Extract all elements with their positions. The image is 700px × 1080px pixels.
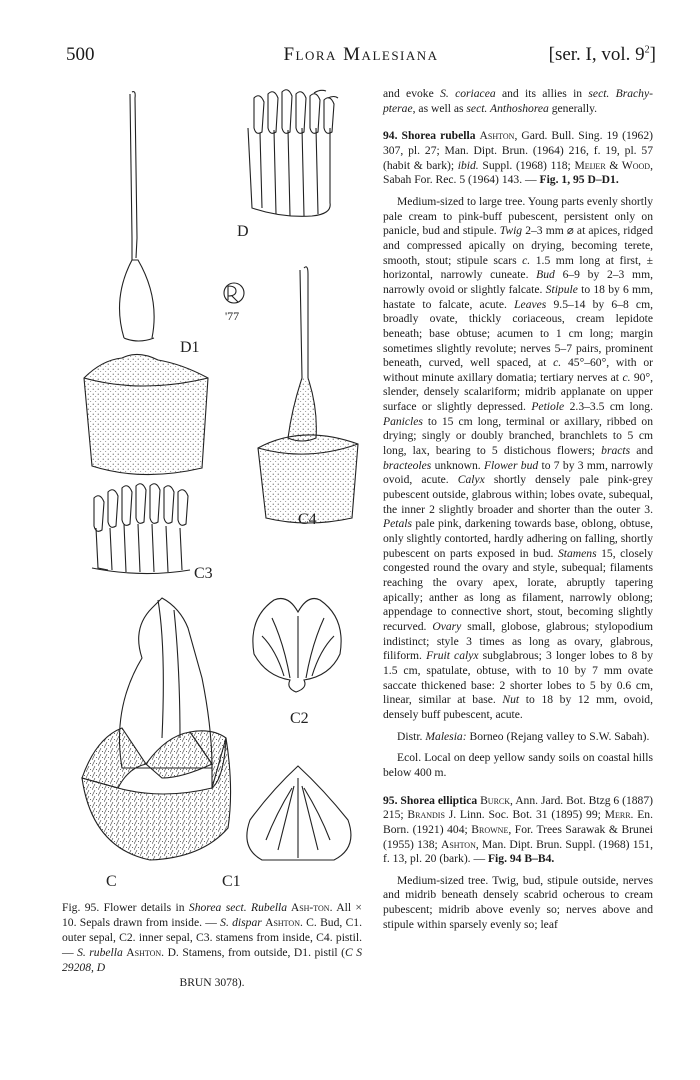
- species-94-distribution: Distr. Malesia: Borneo (Rejang valley to S.W. Sabah).: [397, 729, 650, 743]
- artist-monogram: [224, 283, 244, 303]
- species-94-description: Medium-sized to large tree. Young parts evenly shortly pale cream to pink-buff pubescent, persistent only on panicle, bud and stipule. Twig 2–3 mm ⌀ at apices, ridged and compressed apically on drying, becoming terete, smooth, stout; stipule scars c. 1.5 mm long at first, ± horizontal, narrowly cuneate. Bud 6–9 by 2–3 mm, narrowly ovoid or slightly falcate. Stipule to 18 by 6 mm, hastate to falcate, acute. Leaves 9.5–14 by 6–8 cm, broadly ovate, thickly coriaceous, cream lepidote beneath; base obtuse; acumen to 1 cm long; margin sometimes slightly revolute; nerves 5–7 pairs, prominent beneath, curved, well spaced, at c. 45°–60°, with or without minute axillary domatia; tertiary nerves at c. 90°, slender, densely scalariform; midrib applanate on upper surface or slightly depressed. Petiole 2.3–3.5 cm long. Panicles to 15 cm long, terminal or axillary, ribbed on drying; singly or doubly branched, branchlets to 5 cm long, lax, bearing to 5 distichous flowers; bracts and bracteoles unknown. Flower bud to 7 by 3 mm, narrowly ovoid, acute. Calyx shortly densely pale pink-grey pubescent outside, glabrous within; lobes ovate, subequal, the inner 2 slightly broader and shorter than the outer 3. Petals pale pink, darkening towards base, oblong, obtuse, only slightly contorted, hardly adhering on falling, shortly pubescent on parts exposed in bud. Stamens 15, closely congested round the ovary and style, subequal; filaments reaching the ovary apex, lorate, abruptly tapering apically; anther as long as filament, narrowly oblong; appendage to connective short, stout, becoming slightly recurved. Ovary small, globose, glabrous; stylopodium indistinct; style 3 times as long as ovary, glabrous, filiform. Fruit calyx subglabrous; 3 longer lobes to 8 by 1.5 cm, spatulate, obtuse, with to 10 by 7 mm ovate saccate thickened base: 2 shorter lobes to 5 by 0.6 cm, linear, similar at base. Nut to 18 by 12 mm, ovoid, densely buff pubescent, acute.: [383, 194, 654, 721]
- species-95-description: Medium-sized tree. Twig, bud, stipule outside, nerves and midrib beneath densely scabrid ocherous to cream pubescent; midrib above evenly so; nerves above and stipule within sparsely evenly so; leaf: [383, 873, 653, 931]
- running-header: [66, 44, 656, 74]
- label-c: C: [106, 873, 117, 890]
- drawing-d1-pistil: [84, 92, 208, 475]
- drawing-c4-pistil: [258, 267, 358, 523]
- paragraph-continued: and evoke S. coriacea and its allies in sect. Brachy-pterae, as well as sect. Anthoshorea generally.: [383, 87, 653, 115]
- drawing-c-bud: [82, 598, 231, 860]
- page-number: 500: [66, 44, 95, 65]
- caption-text: Fig. 95. Flower details in Shorea sect. Rubella Ash-ton. All × 10. Sepals drawn from inside. — S. dispar Ashton. C. Bud, C1. outer sepal, C2. inner sepal, C3. stamens from inside, C4. pistil. — S. rubella Ashton. D. Stamens, from outside, D1. pistil (C S 29208, D: [62, 901, 363, 974]
- figure-caption: [62, 900, 362, 990]
- journal-title: Flora Malesiana: [283, 44, 439, 65]
- label-monogram-year: '77: [225, 309, 240, 323]
- label-d: D: [237, 223, 249, 240]
- label-c1: C1: [222, 873, 241, 890]
- caption-last-line: BRUN 3078).: [179, 976, 245, 989]
- species-94-heading: 94. Shorea rubella Ashton, Gard. Bull. Sing. 19 (1962) 307, pl. 27; Man. Dipt. Brun. (1964) 216, f. 19, pl. 57 (habit & bark); ibid. Suppl. (1968) 118; Meijer & Wood, Sabah For. Rec. 5 (1964) 143. — Fig. 1, 95 D–D1.: [383, 129, 653, 187]
- botanical-drawing: [62, 88, 368, 894]
- drawing-c2-inner-sepal: [253, 599, 341, 693]
- main-text-column: [383, 87, 653, 932]
- label-c3: C3: [194, 565, 213, 582]
- series-volume: [ser. I, vol. $9^2$]: [548, 44, 656, 65]
- species-94-ecology: Ecol. Local on deep yellow sandy soils on coastal hills below 400 m.: [383, 751, 653, 779]
- drawing-d-stamens: [248, 90, 338, 217]
- drawing-c3-stamens: [92, 484, 190, 574]
- species-95-heading: 95. Shorea elliptica Burck, Ann. Jard. Bot. Btzg 6 (1887) 215; Brandis J. Linn. Soc. Bot. 31 (1895) 99; Merr. En. Born. (1921) 404; Browne, For. Trees Sarawak & Brunei (1955) 138; Ashton, Man. Dipt. Brun. Suppl. (1968) 151, f. 13, pl. 20 (bark). — Fig. 94 B–B4.: [383, 793, 654, 866]
- figure-plate: [62, 88, 368, 894]
- label-c2: C2: [290, 710, 309, 727]
- label-d1: D1: [180, 339, 200, 356]
- label-c4: C4: [298, 511, 317, 528]
- drawing-c1-outer-sepal: [247, 766, 351, 860]
